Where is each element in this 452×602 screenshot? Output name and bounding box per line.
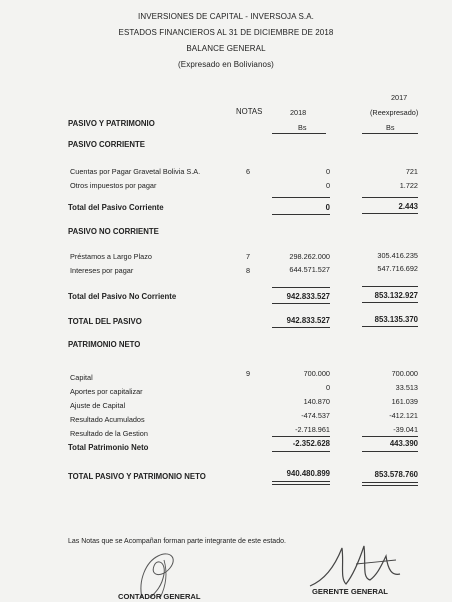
- currency-2018-header: Bs: [298, 123, 307, 132]
- total-pasivo-no-corriente-2017: 853.132.927: [374, 291, 418, 300]
- row-value-2018: 0: [325, 383, 330, 392]
- total-pasivo-no-corriente-label: Total del Pasivo No Corriente: [68, 292, 177, 301]
- row-value-2018: 0: [325, 181, 330, 190]
- total-pasivo-no-corriente-2018: 942.833.527: [286, 292, 330, 301]
- total-pasivo-corriente-2017: 2.443: [398, 202, 418, 211]
- total-rule-2017: [362, 213, 418, 214]
- row-value-2017: 33.513: [395, 383, 418, 392]
- row-value-2017: 305.416.235: [377, 251, 418, 260]
- row-value-2018: 644.571.527: [289, 265, 330, 274]
- footnote: Las Notas que se Acompañan forman parte integrante de este estado.: [68, 538, 286, 545]
- header-underline-2017: [362, 133, 418, 134]
- row-value-2017: 1.722: [399, 181, 418, 190]
- grand-total-rule-2017: [362, 482, 418, 483]
- total-patrimonio-2017: 443.390: [389, 439, 418, 448]
- total-pasivo-2018: 942.833.527: [286, 316, 330, 325]
- row-value-2018: 140.870: [303, 397, 330, 406]
- row-value-2017: 161.039: [391, 397, 418, 406]
- currency-note: (Expresado en Bolivianos): [178, 60, 274, 69]
- row-label: Cuentas por Pagar Gravetal Bolivia S.A.: [70, 167, 201, 176]
- section-title: PASIVO Y PATRIMONIO: [68, 119, 155, 128]
- total-rule-2018: [272, 451, 330, 452]
- row-nota: 7: [245, 252, 251, 261]
- total-rule-2018: [272, 214, 330, 215]
- pasivo-no-corriente-title: PASIVO NO CORRIENTE: [68, 227, 159, 236]
- row-value-2017: 547.716.692: [377, 264, 418, 273]
- grand-total-double-rule-2018: [272, 484, 330, 485]
- row-label: Intereses por pagar: [70, 266, 134, 275]
- subtotal-rule-2018: [272, 197, 330, 198]
- total-rule-2017: [362, 326, 418, 327]
- row-label: Capital: [70, 373, 93, 382]
- total-patrimonio-label: Total Patrimonio Neto: [68, 443, 149, 452]
- year-2017-header: 2017: [391, 93, 408, 102]
- row-value-2018: 0: [325, 167, 330, 176]
- header-underline-2018: [272, 133, 326, 134]
- row-label: Préstamos a Largo Plazo: [70, 252, 152, 261]
- total-pasivo-corriente-2018: 0: [325, 203, 330, 212]
- year-2018-header: 2018: [290, 108, 307, 117]
- row-value-2017: -412.121: [389, 411, 418, 420]
- row-label: Resultado de la Gestion: [70, 429, 148, 438]
- subtotal-rule-2018: [272, 436, 330, 437]
- currency-2017-header: Bs: [386, 123, 395, 132]
- row-value-2018: 700.000: [303, 369, 330, 378]
- grand-total-label: TOTAL PASIVO Y PATRIMONIO NETO: [68, 472, 206, 481]
- row-value-2017: 700.000: [391, 369, 418, 378]
- row-nota: 6: [245, 167, 251, 176]
- row-value-2018: -2.718.961: [295, 425, 330, 434]
- signature-left-title: CONTADOR GENERAL: [118, 592, 201, 601]
- total-rule-2017: [362, 451, 418, 452]
- restated-header: (Reexpresado): [370, 108, 419, 117]
- subtotal-rule-2017: [362, 286, 418, 287]
- row-value-2017: 721: [405, 167, 418, 176]
- subtotal-rule-2017: [362, 197, 418, 198]
- signature-right-title: GERENTE GENERAL: [312, 587, 388, 596]
- statement-title: BALANCE GENERAL: [186, 44, 266, 53]
- row-nota: 8: [245, 266, 251, 275]
- statement-period: ESTADOS FINANCIEROS AL 31 DE DICIEMBRE DE 2018: [118, 28, 334, 37]
- row-label: Otros impuestos por pagar: [70, 181, 157, 190]
- pasivo-corriente-title: PASIVO CORRIENTE: [68, 140, 145, 149]
- total-rule-2018: [272, 327, 330, 328]
- grand-total-double-rule-2017: [362, 485, 418, 486]
- total-patrimonio-2018: -2.352.628: [292, 439, 330, 448]
- row-value-2018: -474.537: [301, 411, 330, 420]
- row-label: Aportes por capitalizar: [70, 387, 143, 396]
- grand-total-rule-2018: [272, 481, 330, 482]
- company-name: INVERSIONES DE CAPITAL - INVERSOJA S.A.: [138, 12, 314, 21]
- total-pasivo-corriente-label: Total del Pasivo Corriente: [68, 203, 164, 212]
- row-value-2017: -39.041: [393, 425, 418, 434]
- row-label: Resultado Acumulados: [70, 415, 145, 424]
- grand-total-2018: 940.480.899: [286, 469, 330, 478]
- total-rule-2017: [362, 302, 418, 303]
- patrimonio-title: PATRIMONIO NETO: [68, 340, 141, 349]
- gerente-signature: [300, 534, 420, 594]
- subtotal-rule-2018: [272, 287, 330, 288]
- notas-header: NOTAS: [236, 107, 263, 116]
- total-pasivo-label: TOTAL DEL PASIVO: [68, 317, 142, 326]
- subtotal-rule-2017: [362, 436, 418, 437]
- row-nota: 9: [245, 369, 251, 378]
- total-pasivo-2017: 853.135.370: [374, 315, 418, 324]
- contador-signature: [120, 540, 200, 600]
- grand-total-2017: 853.578.760: [374, 470, 418, 479]
- total-rule-2018: [272, 303, 330, 304]
- row-label: Ajuste de Capital: [70, 401, 126, 410]
- row-value-2018: 298.262.000: [289, 252, 330, 261]
